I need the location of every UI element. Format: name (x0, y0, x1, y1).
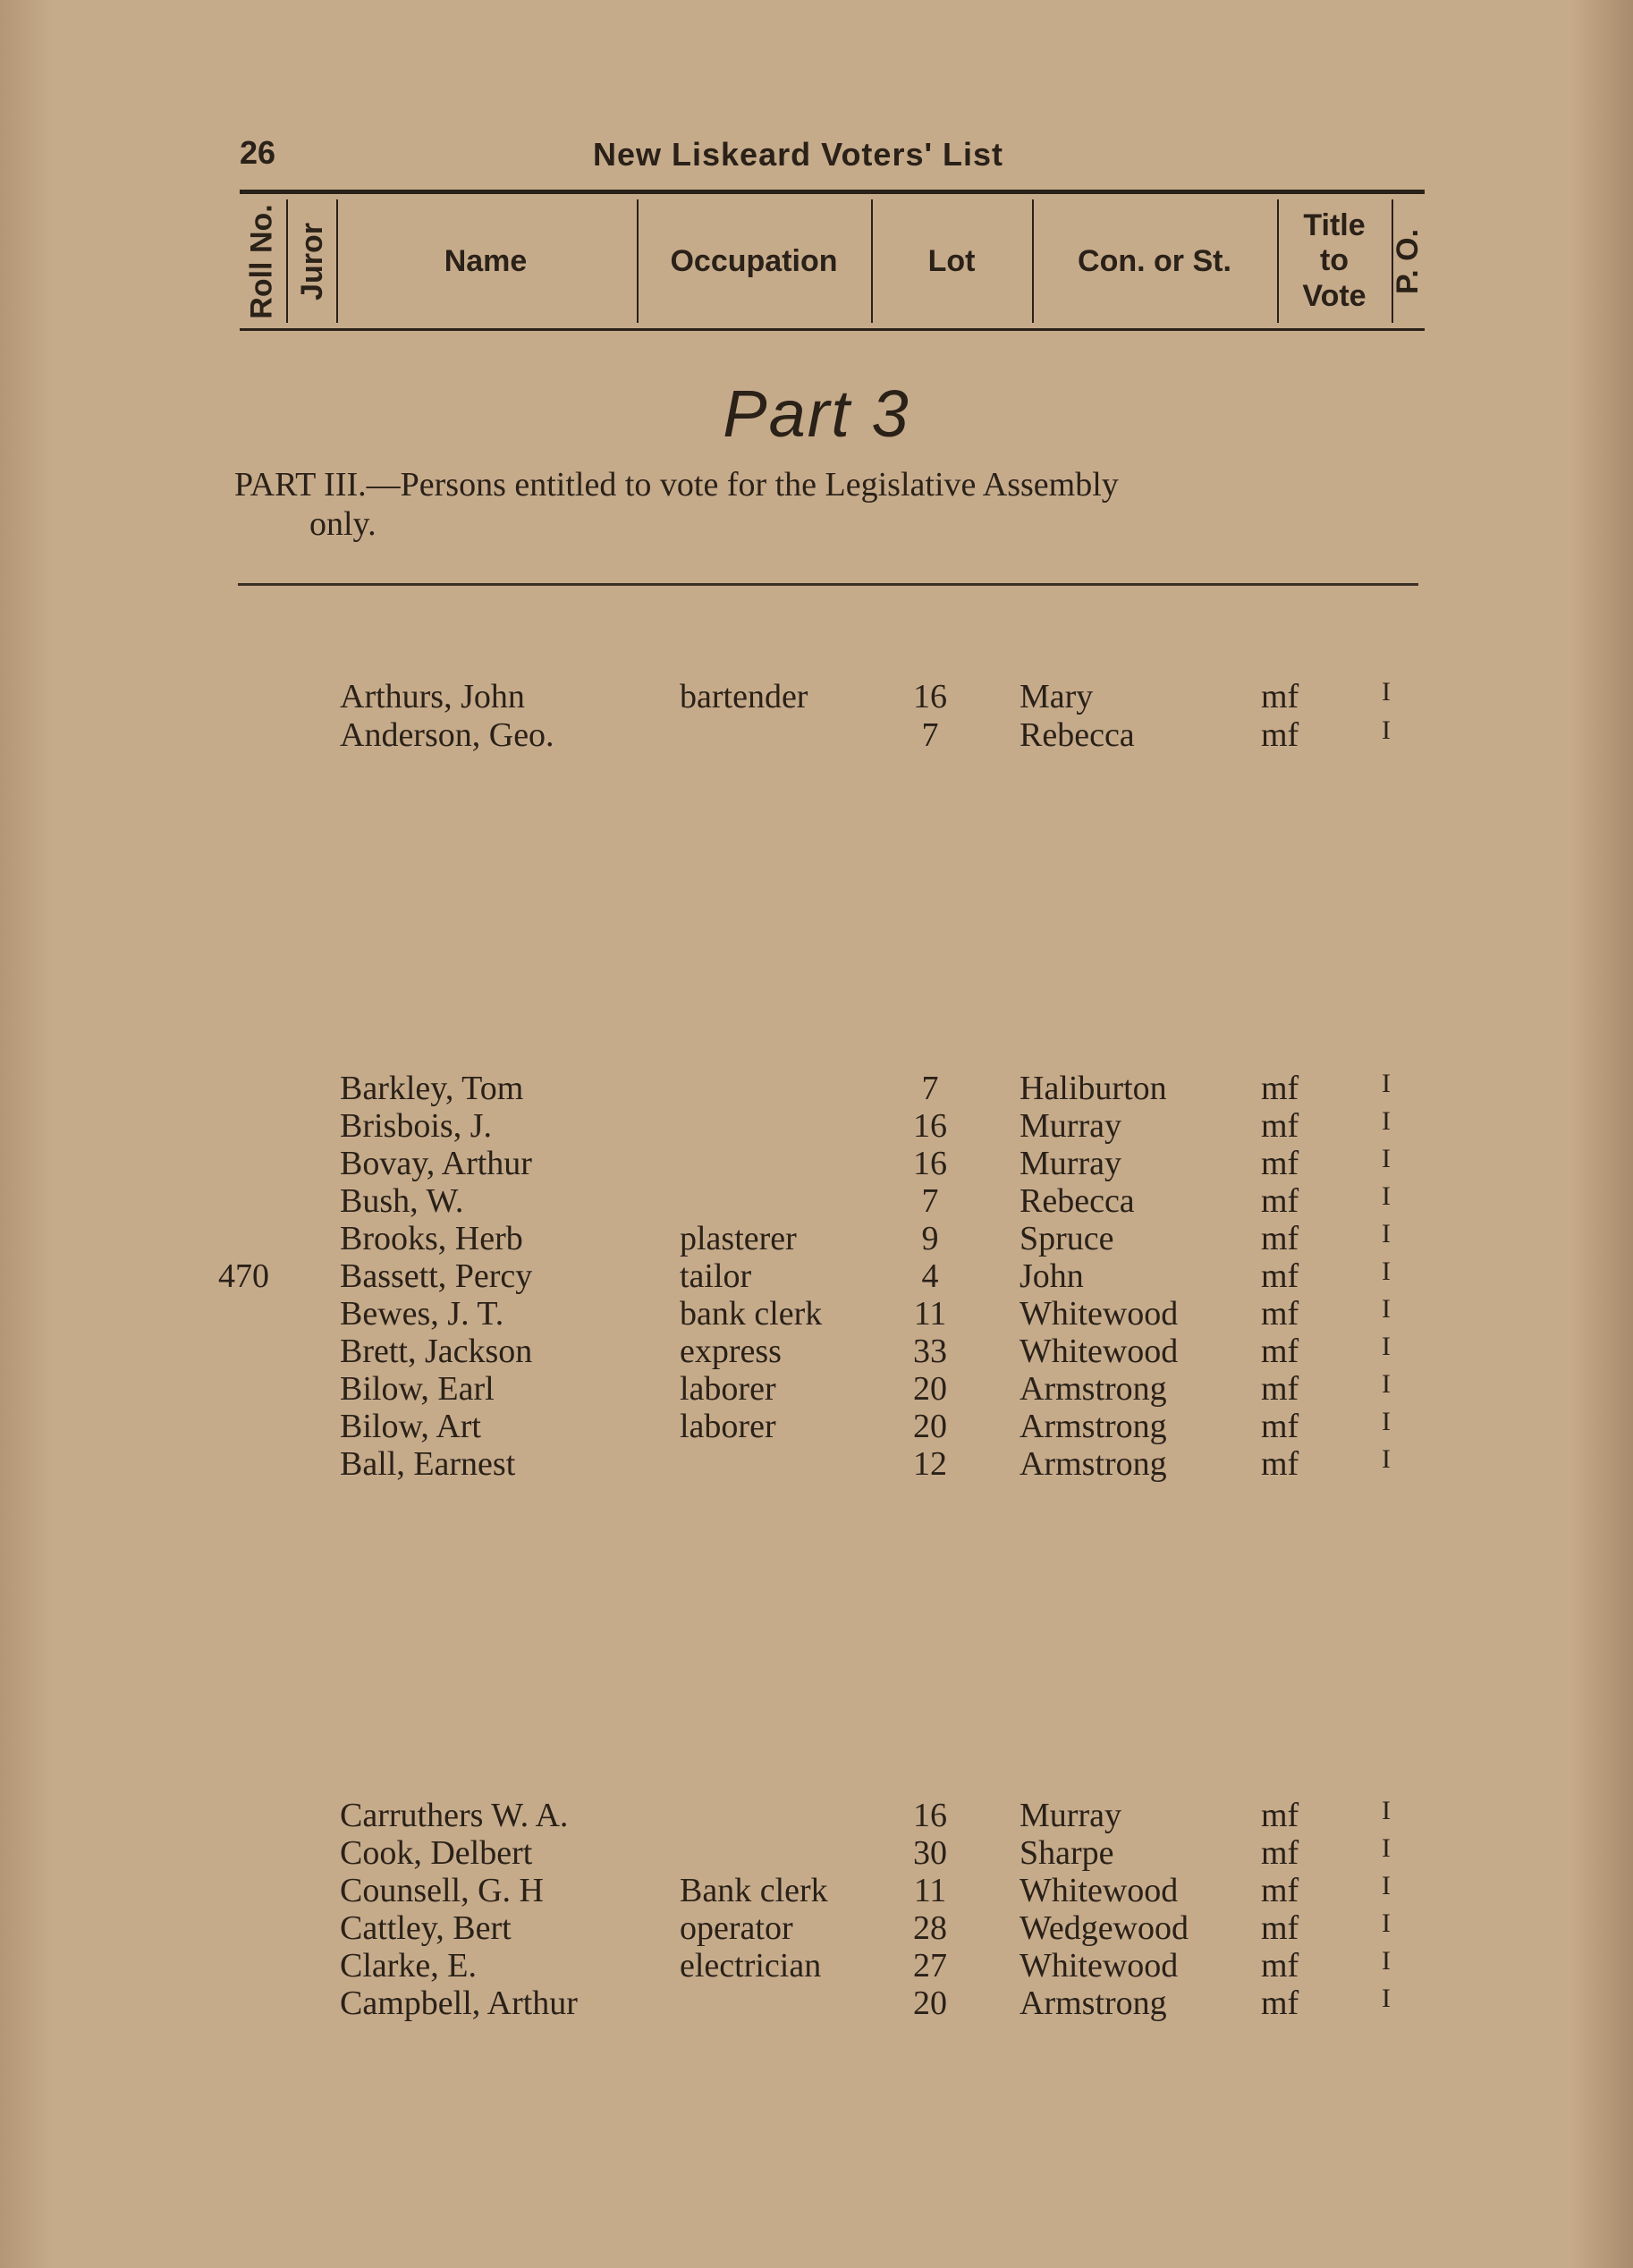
voter-lot: 30 (913, 1834, 947, 1872)
voter-lot: 11 (913, 1872, 947, 1909)
voter-title-to-vote: mf (1261, 716, 1299, 754)
part-description: PART III.—Persons entitled to vote for the Legislative Assembly only. (234, 466, 1119, 543)
part-title: Part 3 (723, 377, 910, 451)
voter-concession-or-street: Sharpe (1020, 1834, 1114, 1872)
book-title: New Liskeard Voters' List (593, 136, 1004, 173)
voter-concession-or-street: Whitewood (1020, 1333, 1179, 1370)
voter-lot: 33 (913, 1333, 947, 1370)
voter-lot: 4 (921, 1257, 939, 1295)
voter-lot: 16 (913, 678, 947, 715)
voter-row (0, 1833, 1633, 1871)
voter-name: Brett, Jackson (340, 1333, 533, 1370)
voter-row (0, 1332, 1633, 1369)
voter-name: Counsell, G. H (340, 1872, 544, 1909)
voter-concession-or-street: Spruce (1020, 1220, 1114, 1257)
voter-occupation: bank clerk (680, 1295, 823, 1333)
col-occupation: Occupation (670, 243, 838, 278)
voter-lot: 7 (921, 1070, 939, 1107)
voter-concession-or-street: Rebecca (1020, 716, 1135, 754)
voter-title-to-vote: mf (1261, 1872, 1299, 1909)
voter-concession-or-street: Armstrong (1020, 1408, 1167, 1445)
col-po: P. O. (1391, 228, 1426, 294)
section-rule (238, 583, 1418, 586)
voter-occupation: electrician (680, 1947, 822, 1984)
voter-lot: 7 (921, 716, 939, 754)
running-header (240, 134, 1420, 188)
voter-name: Clarke, E. (340, 1947, 478, 1984)
voter-name: Campbell, Arthur (340, 1984, 578, 2022)
voter-title-to-vote: mf (1261, 1445, 1299, 1483)
voter-post-office: I (1382, 1219, 1391, 1248)
voter-title-to-vote: mf (1261, 1070, 1299, 1107)
voter-lot: 11 (913, 1295, 947, 1333)
voter-title-to-vote: mf (1261, 1834, 1299, 1872)
voter-post-office: I (1382, 1181, 1391, 1211)
voter-title-to-vote: mf (1261, 1370, 1299, 1408)
voter-title-to-vote: mf (1261, 1145, 1299, 1182)
voter-title-to-vote: mf (1261, 678, 1299, 715)
voter-name: Bewes, J. T. (340, 1295, 504, 1333)
voter-title-to-vote: mf (1261, 1295, 1299, 1333)
voter-row (0, 1796, 1633, 1833)
voter-post-office: I (1382, 1106, 1391, 1136)
col-lot: Lot (927, 243, 976, 278)
voter-lot: 9 (921, 1220, 939, 1257)
voter-post-office: I (1382, 1369, 1391, 1399)
column-header-row (240, 190, 1425, 331)
col-title-to-vote: Title to Vote (1302, 208, 1366, 313)
column-divider (286, 199, 288, 323)
voter-lot: 20 (913, 1408, 947, 1445)
voter-lot: 28 (913, 1909, 947, 1947)
voter-concession-or-street: Armstrong (1020, 1445, 1167, 1483)
voter-post-office: I (1382, 715, 1391, 745)
voter-row (0, 1069, 1633, 1106)
voter-name: Cattley, Bert (340, 1909, 512, 1947)
voter-row (0, 1181, 1633, 1219)
voter-post-office: I (1382, 1796, 1391, 1825)
voter-row (0, 715, 1633, 753)
voter-title-to-vote: mf (1261, 1220, 1299, 1257)
voter-lot: 20 (913, 1984, 947, 2022)
voter-lot: 12 (913, 1445, 947, 1483)
voter-concession-or-street: Whitewood (1020, 1295, 1179, 1333)
voter-concession-or-street: Armstrong (1020, 1984, 1167, 2022)
voter-name: Brisbois, J. (340, 1107, 492, 1145)
voter-lot: 16 (913, 1107, 947, 1145)
voter-post-office: I (1382, 1144, 1391, 1173)
page-number: 26 (240, 134, 276, 171)
voter-post-office: I (1382, 677, 1391, 707)
voter-post-office: I (1382, 1069, 1391, 1098)
voter-concession-or-street: Murray (1020, 1797, 1121, 1834)
voter-row (0, 1369, 1633, 1407)
voter-occupation: bartender (680, 678, 808, 715)
voter-post-office: I (1382, 1294, 1391, 1324)
voter-name: Bassett, Percy (340, 1257, 533, 1295)
col-name: Name (444, 243, 528, 278)
voter-post-office: I (1382, 1908, 1391, 1938)
col-con-or-st: Con. or St. (1078, 243, 1231, 278)
voter-name: Bush, W. (340, 1182, 464, 1220)
voter-occupation: express (680, 1333, 782, 1370)
voter-occupation: operator (680, 1909, 793, 1947)
voter-concession-or-street: Rebecca (1020, 1182, 1135, 1220)
voter-post-office: I (1382, 1444, 1391, 1474)
voter-title-to-vote: mf (1261, 1408, 1299, 1445)
voter-post-office: I (1382, 1833, 1391, 1863)
voter-concession-or-street: Armstrong (1020, 1370, 1167, 1408)
voter-row (0, 1144, 1633, 1181)
col-roll-no: Roll No. (244, 203, 279, 319)
voter-name: Brooks, Herb (340, 1220, 523, 1257)
voter-row (0, 1946, 1633, 1984)
voter-occupation: laborer (680, 1370, 776, 1408)
voter-title-to-vote: mf (1261, 1107, 1299, 1145)
voter-lot: 27 (913, 1947, 947, 1984)
voter-row (0, 1908, 1633, 1946)
voter-occupation: plasterer (680, 1220, 797, 1257)
voter-name: Ball, Earnest (340, 1445, 516, 1483)
voter-title-to-vote: mf (1261, 1333, 1299, 1370)
voter-title-to-vote: mf (1261, 1797, 1299, 1834)
voter-title-to-vote: mf (1261, 1947, 1299, 1984)
voter-name: Cook, Delbert (340, 1834, 533, 1872)
voter-name: Barkley, Tom (340, 1070, 524, 1107)
voter-lot: 20 (913, 1370, 947, 1408)
voter-row (0, 677, 1633, 715)
voter-row (0, 1294, 1633, 1332)
voter-row (0, 1871, 1633, 1908)
voter-concession-or-street: Whitewood (1020, 1947, 1179, 1984)
roll-number: 470 (218, 1257, 269, 1295)
voter-name: Arthurs, John (340, 678, 525, 715)
voter-name: Bilow, Earl (340, 1370, 495, 1408)
voter-lot: 16 (913, 1797, 947, 1834)
voter-occupation: laborer (680, 1408, 776, 1445)
voter-title-to-vote: mf (1261, 1257, 1299, 1295)
voter-name: Bovay, Arthur (340, 1145, 532, 1182)
voter-concession-or-street: John (1020, 1257, 1084, 1295)
voter-name: Bilow, Art (340, 1408, 481, 1445)
voter-post-office: I (1382, 1984, 1391, 2013)
voter-name: Anderson, Geo. (340, 716, 554, 754)
voter-occupation: tailor (680, 1257, 752, 1295)
voter-name: Carruthers W. A. (340, 1797, 569, 1834)
voter-concession-or-street: Whitewood (1020, 1872, 1179, 1909)
voter-concession-or-street: Murray (1020, 1107, 1121, 1145)
voter-post-office: I (1382, 1407, 1391, 1436)
voter-row (0, 1984, 1633, 2021)
voter-row (0, 1444, 1633, 1482)
voter-row (0, 1219, 1633, 1257)
voter-post-office: I (1382, 1946, 1391, 1976)
voter-title-to-vote: mf (1261, 1909, 1299, 1947)
voter-post-office: I (1382, 1257, 1391, 1286)
voter-title-to-vote: mf (1261, 1182, 1299, 1220)
voter-lot: 16 (913, 1145, 947, 1182)
voter-concession-or-street: Haliburton (1020, 1070, 1167, 1107)
voter-lot: 7 (921, 1182, 939, 1220)
voter-post-office: I (1382, 1871, 1391, 1900)
voter-concession-or-street: Murray (1020, 1145, 1121, 1182)
voter-row (0, 1106, 1633, 1144)
voter-concession-or-street: Mary (1020, 678, 1094, 715)
voter-post-office: I (1382, 1332, 1391, 1361)
voter-title-to-vote: mf (1261, 1984, 1299, 2022)
voter-concession-or-street: Wedgewood (1020, 1909, 1189, 1947)
voter-occupation: Bank clerk (680, 1872, 828, 1909)
col-juror: Juror (294, 222, 329, 300)
voter-row (0, 1257, 1633, 1294)
voter-row (0, 1407, 1633, 1444)
